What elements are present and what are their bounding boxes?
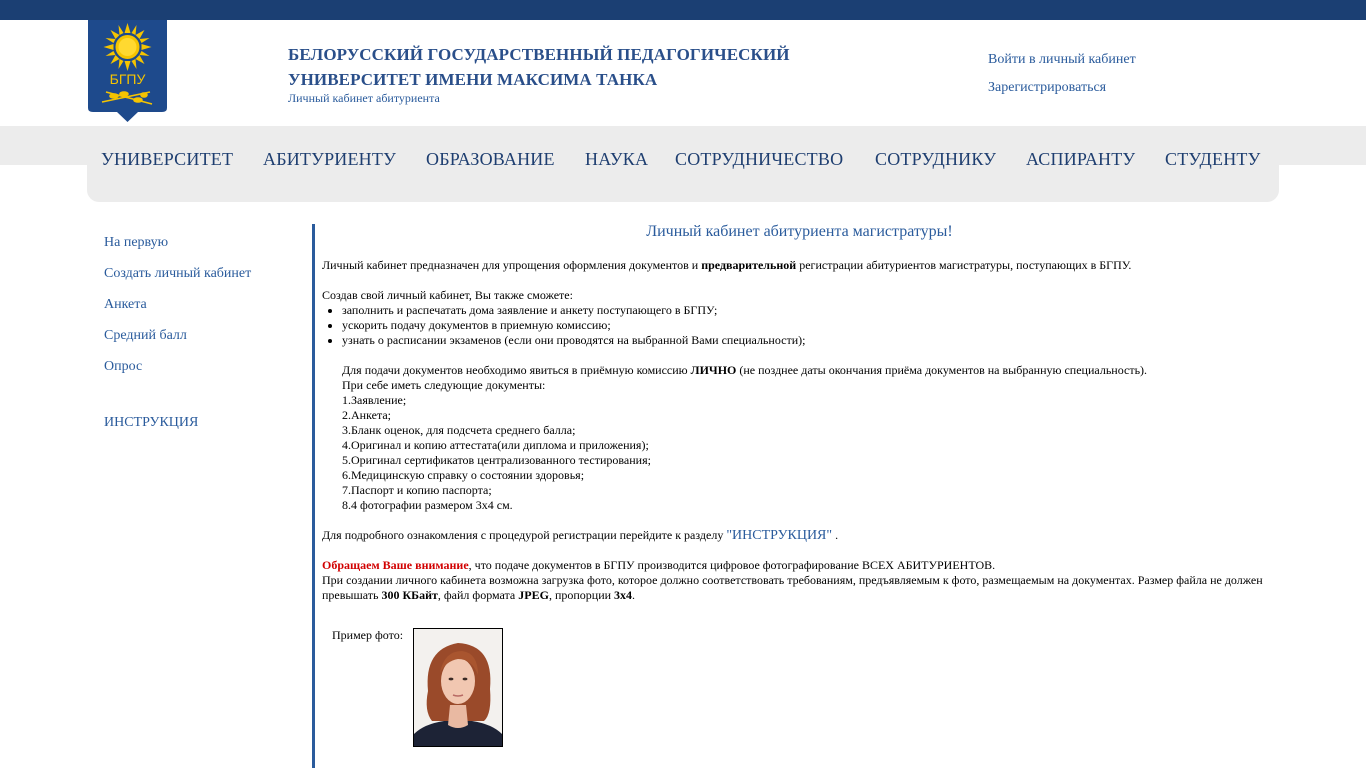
logo-text: БГПУ — [109, 71, 146, 87]
sidebar-item-create-account[interactable]: Создать личный кабинет — [104, 266, 252, 281]
photo-size: 300 КБайт — [381, 588, 438, 602]
personal-visit-text — [342, 363, 1282, 378]
nav-item-education[interactable]: ОБРАЗОВАНИЕ — [426, 149, 555, 169]
nav-item-applicant[interactable]: АБИТУРИЕНТУ — [263, 149, 397, 169]
list-item: • ускорить подачу документов в приемную комиссию; — [342, 318, 1282, 333]
sidebar-item-instruction[interactable]: ИНСТРУКЦИЯ — [104, 415, 199, 430]
photo-text-1: При создании личного кабинета возможна загрузка фото, которое должно соответствовать требованиям, предъявляемым к фото, размещаемым на документах. Размер файла не должен превышать — [322, 573, 1263, 602]
photo-ratio: 3x4 — [614, 588, 633, 602]
intro-paragraph — [322, 258, 1282, 273]
personal-bold: ЛИЧНО — [690, 363, 737, 377]
example-photo — [413, 628, 503, 747]
sidebar — [104, 233, 251, 444]
attention-text: , что подаче документов в БГПУ производится цифровое фотографирование ВСЕХ АБИТУРИЕНТОВ. — [468, 558, 996, 572]
document-item: 2.Анкета; — [342, 408, 391, 422]
content-divider — [312, 224, 315, 768]
photo-text-4: . — [632, 588, 636, 602]
site-subtitle: Личный кабинет абитуриента — [288, 91, 440, 105]
top-bar — [0, 0, 1366, 20]
university-name-line2: УНИВЕРСИТЕТ ИМЕНИ МАКСИМА ТАНКА — [288, 70, 658, 89]
page-title: Личный кабинет абитуриента магистратуры! — [646, 223, 953, 240]
list-item: • узнать о расписании экзаменов (если они проводятся на выбранной Вами специальности); — [342, 333, 1282, 348]
portrait-image — [414, 629, 502, 746]
documents-heading: При себе иметь следующие документы: — [342, 378, 546, 392]
nav-item-student[interactable]: СТУДЕНТУ — [1165, 149, 1261, 169]
intro-bold: предварительной — [701, 258, 797, 272]
nav-item-science[interactable]: НАУКА — [585, 149, 649, 169]
attention-paragraph — [322, 558, 1282, 573]
login-link[interactable]: Войти в личный кабинет — [988, 52, 1136, 67]
main-content — [322, 222, 1282, 603]
university-name — [288, 42, 888, 92]
university-logo[interactable] — [88, 20, 167, 122]
document-item: 4.Оригинал и копию аттестата(или диплома и приложения); — [342, 438, 649, 452]
document-item: 8.4 фотографии размером 3x4 см. — [342, 498, 513, 512]
nav-item-postgraduate[interactable]: АСПИРАНТУ — [1026, 149, 1136, 169]
sidebar-item-survey[interactable]: Опрос — [104, 359, 143, 374]
intro-text-1: Личный кабинет предназначен для упрощения оформления документов и — [322, 258, 702, 272]
details-text-1: Для подробного ознакомления с процедурой регистрации перейдите к разделу — [322, 528, 727, 542]
university-name-line1: БЕЛОРУССКИЙ ГОСУДАРСТВЕННЫЙ ПЕДАГОГИЧЕСКИЙ — [288, 45, 790, 64]
details-paragraph — [322, 528, 1282, 543]
list-item: • заполнить и распечатать дома заявление и анкету поступающего в БГПУ; — [342, 303, 1282, 318]
photo-text-2: , файл формата — [437, 588, 519, 602]
photo-requirements — [322, 573, 1282, 603]
nav-item-university[interactable]: УНИВЕРСИТЕТ — [101, 149, 234, 169]
nav-item-employee[interactable]: СОТРУДНИКУ — [875, 149, 997, 169]
sidebar-item-home[interactable]: На первую — [104, 235, 169, 250]
details-text-2: . — [832, 528, 839, 542]
document-item: 3.Бланк оценок, для подсчета среднего балла; — [342, 423, 576, 437]
benefits-list — [342, 303, 1282, 348]
personal-text-2: (не позднее даты окончания приёма документов на выбранную специальность). — [736, 363, 1148, 377]
example-photo-label: Пример фото: — [332, 628, 404, 642]
personal-text-1: Для подачи документов необходимо явиться в приёмную комиссию — [342, 363, 691, 377]
photo-text-3: , пропорции — [548, 588, 615, 602]
photo-format: JPEG — [518, 588, 549, 602]
sidebar-item-average-score[interactable]: Средний балл — [104, 328, 187, 343]
auth-links — [988, 46, 1136, 102]
can-also-text: Создав свой личный кабинет, Вы также сможете: — [322, 288, 573, 302]
intro-text-2: регистрации абитуриентов магистратуры, поступающих в БГПУ. — [796, 258, 1132, 272]
register-link[interactable]: Зарегистрироваться — [988, 80, 1107, 95]
document-item: 5.Оригинал сертификатов централизованного тестирования; — [342, 453, 651, 467]
documents-block — [322, 363, 1282, 513]
document-item: 7.Паспорт и копию паспорта; — [342, 483, 492, 497]
document-item: 1.Заявление; — [342, 393, 407, 407]
sidebar-item-questionnaire[interactable]: Анкета — [104, 297, 147, 312]
instruction-link[interactable]: "ИНСТРУКЦИЯ" — [726, 528, 833, 543]
document-item: 6.Медицинскую справку о состоянии здоровья; — [342, 468, 585, 482]
attention-warning: Обращаем Ваше внимание — [322, 558, 469, 572]
nav-item-cooperation[interactable]: СОТРУДНИЧЕСТВО — [675, 149, 844, 169]
